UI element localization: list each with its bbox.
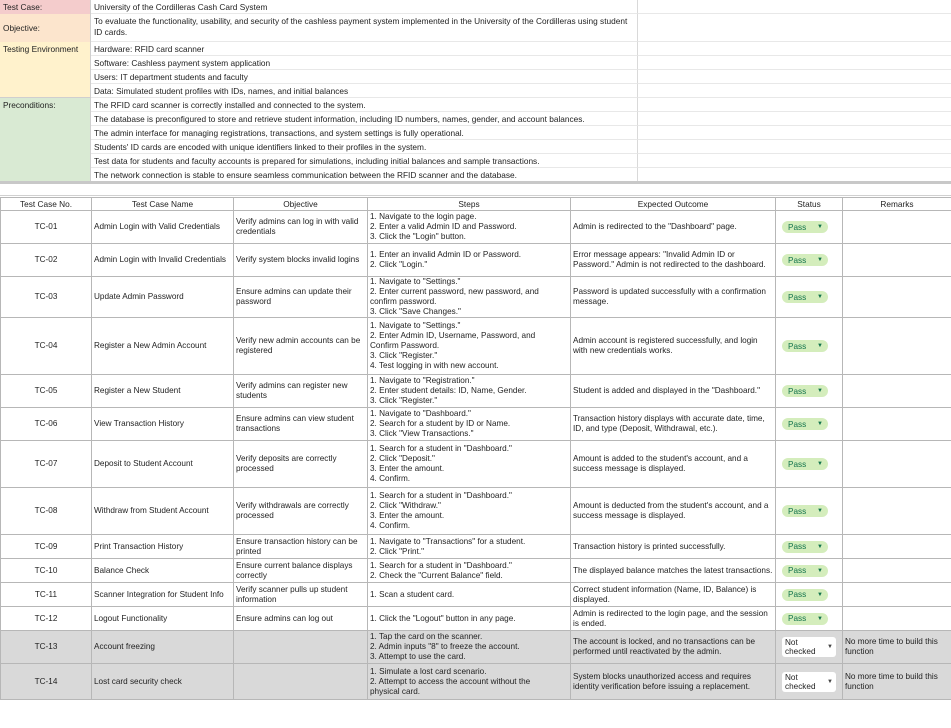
table-row bbox=[1, 211, 951, 244]
step-line: 2. Click "Print." bbox=[370, 546, 425, 556]
status-label: Pass bbox=[788, 222, 807, 232]
header-test-case-name[interactable]: Test Case Name bbox=[92, 198, 234, 211]
step-line: 3. Click "Register." bbox=[370, 396, 438, 405]
test-case-id-cell[interactable]: TC-01 bbox=[1, 211, 92, 244]
status-cell[interactable] bbox=[776, 375, 843, 408]
objective-value[interactable]: To evaluate the functionality, usability, and security of the cashless payment system implemented in the University of the Cordilleras using student ID cards. bbox=[91, 14, 638, 42]
remarks-cell[interactable] bbox=[843, 559, 951, 583]
test-case-id-cell[interactable]: TC-04 bbox=[1, 318, 92, 375]
test-case-id-cell[interactable]: TC-14 bbox=[1, 664, 92, 700]
expected-outcome-cell[interactable]: The account is locked, and no transactions can be performed until reactivated by the admin. bbox=[571, 631, 776, 664]
objective-cell[interactable]: Ensure transaction history can be printed bbox=[234, 535, 368, 559]
steps-cell[interactable] bbox=[368, 583, 571, 607]
expected-outcome-cell[interactable]: System blocks unauthorized access and requires identity verification before issuing a replacement. bbox=[571, 664, 776, 700]
objective-cell[interactable]: Verify withdrawals are correctly processed bbox=[234, 488, 368, 535]
empty-cells[interactable] bbox=[638, 0, 951, 14]
table-row bbox=[1, 664, 951, 700]
expected-outcome-cell[interactable]: Correct student information (Name, ID, Balance) is displayed. bbox=[571, 583, 776, 607]
test-case-id-cell[interactable]: TC-07 bbox=[1, 441, 92, 488]
test-case-id-cell[interactable]: TC-11 bbox=[1, 583, 92, 607]
empty-cells[interactable] bbox=[638, 112, 951, 126]
status-label: Not checked bbox=[785, 672, 816, 691]
precondition-value[interactable]: The network connection is stable to ensure seamless communication between the RFID scanner and the database. bbox=[91, 168, 638, 182]
status-dropdown[interactable] bbox=[782, 458, 828, 470]
dropdown-arrow-icon: ▼ bbox=[817, 591, 823, 598]
test-case-id-cell[interactable]: TC-05 bbox=[1, 375, 92, 408]
steps-cell[interactable] bbox=[368, 244, 571, 277]
remarks-cell[interactable] bbox=[843, 535, 951, 559]
test-case-name-cell[interactable]: View Transaction History bbox=[92, 408, 234, 441]
precondition-value[interactable]: Students' ID cards are encoded with unique identifiers linked to their profiles in the system. bbox=[91, 140, 638, 154]
dropdown-arrow-icon: ▼ bbox=[817, 421, 823, 427]
step-line: 1. Navigate to "Settings." bbox=[370, 321, 461, 330]
header-remarks[interactable]: Remarks bbox=[843, 198, 951, 211]
empty-cells[interactable] bbox=[638, 14, 951, 42]
test-case-name-cell[interactable]: Logout Functionality bbox=[92, 607, 234, 631]
remarks-cell[interactable] bbox=[843, 488, 951, 535]
remarks-cell[interactable] bbox=[843, 408, 951, 441]
objective-cell[interactable]: Verify new admin accounts can be registered bbox=[234, 318, 368, 375]
status-label: Pass bbox=[788, 459, 807, 469]
test-case-id-cell[interactable]: TC-02 bbox=[1, 244, 92, 277]
status-label: Not checked bbox=[785, 638, 816, 656]
objective-row bbox=[0, 14, 951, 42]
status-dropdown[interactable] bbox=[782, 672, 836, 692]
status-label: Pass bbox=[788, 566, 807, 575]
environment-label-cell[interactable] bbox=[0, 70, 91, 84]
step-line: 4. Confirm. bbox=[370, 521, 411, 530]
test-case-id-cell[interactable]: TC-09 bbox=[1, 535, 92, 559]
step-line: 4. Test logging in with new account. bbox=[370, 361, 499, 370]
step-line: 2. Click "Deposit." bbox=[370, 454, 435, 463]
step-line: 1. Navigate to "Settings." bbox=[370, 277, 461, 286]
test-case-name-cell[interactable]: Register a New Admin Account bbox=[92, 318, 234, 375]
environment-value[interactable]: Hardware: RFID card scanner bbox=[91, 42, 638, 56]
dropdown-arrow-icon: ▼ bbox=[817, 543, 823, 550]
test-case-name-cell[interactable]: Lost card security check bbox=[92, 664, 234, 700]
dropdown-arrow-icon: ▼ bbox=[827, 678, 833, 685]
objective-cell[interactable] bbox=[234, 664, 368, 700]
environment-label[interactable]: Testing Environment bbox=[0, 42, 91, 56]
expected-outcome-cell[interactable]: Transaction history displays with accurate date, time, ID, and type (Deposit, Withdrawal, etc.). bbox=[571, 408, 776, 441]
remarks-cell[interactable]: No more time to build this function bbox=[843, 664, 951, 700]
status-dropdown[interactable] bbox=[782, 505, 828, 517]
preconditions-label-cell[interactable] bbox=[0, 112, 91, 126]
status-cell[interactable] bbox=[776, 559, 843, 583]
dropdown-arrow-icon: ▼ bbox=[817, 343, 823, 349]
dropdown-arrow-icon: ▼ bbox=[817, 224, 823, 230]
step-line: 3. Click "Register." bbox=[370, 351, 438, 360]
step-line: 3. Click the "Login" button. bbox=[370, 232, 466, 241]
table-row bbox=[1, 488, 951, 535]
precondition-value[interactable]: The database is preconfigured to store and retrieve student information, including ID numbers, names, gender, and account balances. bbox=[91, 112, 638, 126]
status-cell[interactable] bbox=[776, 535, 843, 559]
objective-cell[interactable]: Ensure admins can log out bbox=[234, 607, 368, 631]
header-test-case-no[interactable]: Test Case No. bbox=[1, 198, 92, 211]
remarks-cell[interactable] bbox=[843, 318, 951, 375]
status-cell[interactable] bbox=[776, 607, 843, 631]
status-dropdown[interactable] bbox=[782, 613, 828, 625]
expected-outcome-cell[interactable]: The displayed balance matches the latest transactions. bbox=[571, 559, 776, 583]
test-case-name-cell[interactable]: Update Admin Password bbox=[92, 277, 234, 318]
step-line: 2. Attempt to access the account without the bbox=[370, 676, 531, 686]
empty-cells[interactable] bbox=[638, 140, 951, 154]
empty-cells[interactable] bbox=[638, 168, 951, 182]
preconditions-label-cell[interactable] bbox=[0, 168, 91, 182]
blank-row[interactable] bbox=[0, 184, 951, 196]
preconditions-group bbox=[0, 98, 951, 182]
status-dropdown[interactable] bbox=[782, 340, 828, 352]
environment-label-cell[interactable] bbox=[0, 56, 91, 70]
precondition-value[interactable]: The admin interface for managing registrations, transactions, and system settings is fully operational. bbox=[91, 126, 638, 140]
step-line: 1. Navigate to the login page. bbox=[370, 212, 477, 221]
remarks-cell[interactable] bbox=[843, 583, 951, 607]
remarks-cell[interactable] bbox=[843, 277, 951, 318]
test-case-name-cell[interactable]: Register a New Student bbox=[92, 375, 234, 408]
step-line: 1. Tap the card on the scanner. bbox=[370, 632, 483, 641]
objective-cell[interactable]: Ensure admins can update their password bbox=[234, 277, 368, 318]
test-case-value[interactable]: University of the Cordilleras Cash Card System bbox=[91, 0, 638, 14]
dropdown-arrow-icon: ▼ bbox=[817, 294, 823, 300]
status-dropdown[interactable] bbox=[782, 254, 828, 266]
test-case-name-cell[interactable]: Withdraw from Student Account bbox=[92, 488, 234, 535]
status-cell[interactable] bbox=[776, 318, 843, 375]
step-line: 1. Search for a student in "Dashboard." bbox=[370, 444, 512, 453]
status-cell[interactable] bbox=[776, 583, 843, 607]
step-line: Confirm Password. bbox=[370, 341, 440, 350]
dropdown-arrow-icon: ▼ bbox=[817, 257, 823, 263]
steps-cell[interactable] bbox=[368, 631, 571, 664]
test-case-id-cell[interactable]: TC-12 bbox=[1, 607, 92, 631]
table-row bbox=[1, 559, 951, 583]
dropdown-arrow-icon: ▼ bbox=[817, 388, 823, 394]
table-row bbox=[1, 441, 951, 488]
step-line: 1. Scan a student card. bbox=[370, 589, 455, 599]
test-case-id-cell[interactable]: TC-13 bbox=[1, 631, 92, 664]
status-dropdown[interactable] bbox=[782, 637, 836, 657]
dropdown-arrow-icon: ▼ bbox=[817, 567, 823, 574]
test-case-name-cell[interactable]: Admin Login with Invalid Credentials bbox=[92, 244, 234, 277]
step-line: 3. Click "View Transactions." bbox=[370, 429, 474, 438]
status-dropdown[interactable] bbox=[782, 291, 828, 303]
status-cell[interactable] bbox=[776, 631, 843, 664]
remarks-cell[interactable] bbox=[843, 211, 951, 244]
expected-outcome-cell[interactable]: Admin account is registered successfully, and login with new credentials works. bbox=[571, 318, 776, 375]
step-line: 1. Search for a student in "Dashboard." bbox=[370, 560, 512, 570]
step-line: 1. Search for a student in "Dashboard." bbox=[370, 491, 512, 500]
status-cell[interactable] bbox=[776, 441, 843, 488]
remarks-cell[interactable] bbox=[843, 607, 951, 631]
environment-group bbox=[0, 42, 951, 98]
empty-cells[interactable] bbox=[638, 70, 951, 84]
step-line: 2. Enter a valid Admin ID and Password. bbox=[370, 222, 517, 231]
status-dropdown[interactable] bbox=[782, 418, 828, 430]
step-line: 3. Click "Save Changes." bbox=[370, 307, 461, 316]
test-case-row bbox=[0, 0, 951, 14]
step-line: 1. Simulate a lost card scenario. bbox=[370, 666, 487, 676]
empty-cells[interactable] bbox=[638, 98, 951, 112]
status-dropdown[interactable] bbox=[782, 565, 828, 577]
preconditions-label-cell[interactable] bbox=[0, 126, 91, 140]
table-row bbox=[1, 244, 951, 277]
table-header-row bbox=[1, 198, 951, 211]
steps-cell[interactable] bbox=[368, 535, 571, 559]
expected-outcome-cell[interactable]: Admin is redirected to the "Dashboard" page. bbox=[571, 211, 776, 244]
step-line: confirm password. bbox=[370, 297, 437, 306]
expected-outcome-cell[interactable]: Amount is added to the student's account, and a success message is displayed. bbox=[571, 441, 776, 488]
expected-outcome-cell[interactable]: Admin is redirected to the login page, and the session is ended. bbox=[571, 607, 776, 631]
table-row bbox=[1, 375, 951, 408]
status-cell[interactable] bbox=[776, 211, 843, 244]
objective-cell[interactable]: Verify deposits are correctly processed bbox=[234, 441, 368, 488]
step-line: 1. Navigate to "Transactions" for a student. bbox=[370, 536, 526, 546]
environment-value[interactable]: Software: Cashless payment system application bbox=[91, 56, 638, 70]
expected-outcome-cell[interactable]: Student is added and displayed in the "Dashboard." bbox=[571, 375, 776, 408]
status-dropdown[interactable] bbox=[782, 385, 828, 397]
step-line: 2. Enter student details: ID, Name, Gender. bbox=[370, 386, 527, 395]
objective-cell[interactable]: Verify admins can register new students bbox=[234, 375, 368, 408]
step-line: 3. Attempt to use the card. bbox=[370, 652, 466, 661]
test-case-name-cell[interactable]: Scanner Integration for Student Info bbox=[92, 583, 234, 607]
test-case-table bbox=[0, 197, 951, 700]
status-label: Pass bbox=[788, 386, 807, 396]
expected-outcome-cell[interactable]: Error message appears: "Invalid Admin ID or Password." Admin is not redirected to the dashboard. bbox=[571, 244, 776, 277]
objective-cell[interactable]: Ensure current balance displays correctly bbox=[234, 559, 368, 583]
header-objective[interactable]: Objective bbox=[234, 198, 368, 211]
step-line: 1. Navigate to "Registration." bbox=[370, 376, 475, 385]
step-line: 1. Navigate to "Dashboard." bbox=[370, 409, 471, 418]
test-case-id-cell[interactable]: TC-06 bbox=[1, 408, 92, 441]
status-cell[interactable] bbox=[776, 277, 843, 318]
table-row bbox=[1, 408, 951, 441]
status-label: Pass bbox=[788, 542, 807, 551]
dropdown-arrow-icon: ▼ bbox=[817, 615, 823, 622]
objective-label[interactable]: Objective: bbox=[0, 14, 91, 42]
status-dropdown[interactable] bbox=[782, 221, 828, 233]
status-cell[interactable] bbox=[776, 244, 843, 277]
table-row bbox=[1, 318, 951, 375]
steps-cell[interactable] bbox=[368, 559, 571, 583]
step-line: 2. Enter current password, new password, and bbox=[370, 287, 539, 296]
steps-cell[interactable] bbox=[368, 375, 571, 408]
step-line: 1. Click the "Logout" button in any page. bbox=[370, 613, 516, 623]
remarks-cell[interactable] bbox=[843, 375, 951, 408]
empty-cells[interactable] bbox=[638, 84, 951, 98]
step-line: 3. Enter the amount. bbox=[370, 464, 445, 473]
dropdown-arrow-icon: ▼ bbox=[827, 644, 833, 650]
steps-cell[interactable] bbox=[368, 488, 571, 535]
step-line: 2. Click "Login." bbox=[370, 260, 428, 269]
table-row bbox=[1, 277, 951, 318]
test-case-id-cell[interactable]: TC-08 bbox=[1, 488, 92, 535]
objective-cell[interactable]: Verify system blocks invalid logins bbox=[234, 244, 368, 277]
step-line: 2. Check the "Current Balance" field. bbox=[370, 570, 503, 580]
test-case-id-cell[interactable]: TC-03 bbox=[1, 277, 92, 318]
objective-cell[interactable]: Ensure admins can view student transactions bbox=[234, 408, 368, 441]
header-expected-outcome[interactable]: Expected Outcome bbox=[571, 198, 776, 211]
test-case-name-cell[interactable]: Print Transaction History bbox=[92, 535, 234, 559]
dropdown-arrow-icon: ▼ bbox=[817, 461, 823, 467]
precondition-value[interactable]: Test data for students and faculty accounts is prepared for simulations, including initial balances and sample transactions. bbox=[91, 154, 638, 168]
status-cell[interactable] bbox=[776, 488, 843, 535]
environment-label-cell[interactable] bbox=[0, 84, 91, 98]
empty-cells[interactable] bbox=[638, 56, 951, 70]
status-label: Pass bbox=[788, 255, 807, 265]
status-label: Pass bbox=[788, 341, 807, 351]
steps-cell[interactable] bbox=[368, 441, 571, 488]
objective-cell[interactable] bbox=[234, 631, 368, 664]
status-cell[interactable] bbox=[776, 664, 843, 700]
info-block bbox=[0, 0, 951, 182]
table-row bbox=[1, 583, 951, 607]
empty-cells[interactable] bbox=[638, 126, 951, 140]
table-row bbox=[1, 631, 951, 664]
preconditions-label[interactable]: Preconditions: bbox=[0, 98, 91, 112]
status-label: Pass bbox=[788, 292, 807, 302]
test-case-label[interactable]: Test Case: bbox=[0, 0, 91, 14]
step-line: 2. Search for a student by ID or Name. bbox=[370, 419, 511, 428]
table-row bbox=[1, 535, 951, 559]
step-line: 2. Click "Withdraw." bbox=[370, 501, 441, 510]
steps-cell[interactable] bbox=[368, 318, 571, 375]
status-label: Pass bbox=[788, 506, 807, 516]
expected-outcome-cell[interactable]: Amount is deducted from the student's account, and a success message is displayed. bbox=[571, 488, 776, 535]
remarks-cell[interactable] bbox=[843, 244, 951, 277]
objective-cell[interactable]: Verify scanner pulls up student information bbox=[234, 583, 368, 607]
status-cell[interactable] bbox=[776, 408, 843, 441]
precondition-value[interactable]: The RFID card scanner is correctly installed and connected to the system. bbox=[91, 98, 638, 112]
step-line: 2. Admin inputs "8" to freeze the account. bbox=[370, 642, 520, 651]
objective-cell[interactable]: Verify admins can log in with valid credentials bbox=[234, 211, 368, 244]
empty-cells[interactable] bbox=[638, 154, 951, 168]
table-row bbox=[1, 607, 951, 631]
preconditions-label-cell[interactable] bbox=[0, 140, 91, 154]
step-line: physical card. bbox=[370, 686, 421, 696]
steps-cell[interactable] bbox=[368, 211, 571, 244]
status-dropdown[interactable] bbox=[782, 541, 828, 553]
test-case-name-cell[interactable]: Admin Login with Valid Credentials bbox=[92, 211, 234, 244]
steps-cell[interactable] bbox=[368, 277, 571, 318]
expected-outcome-cell[interactable]: Transaction history is printed successfully. bbox=[571, 535, 776, 559]
status-label: Pass bbox=[788, 590, 807, 599]
remarks-cell[interactable]: No more time to build this function bbox=[843, 631, 951, 664]
header-steps[interactable]: Steps bbox=[368, 198, 571, 211]
step-line: 4. Confirm. bbox=[370, 474, 411, 483]
steps-cell[interactable] bbox=[368, 607, 571, 631]
remarks-cell[interactable] bbox=[843, 441, 951, 488]
preconditions-label-cell[interactable] bbox=[0, 154, 91, 168]
steps-cell[interactable] bbox=[368, 408, 571, 441]
step-line: 3. Enter the amount. bbox=[370, 511, 445, 520]
steps-cell[interactable] bbox=[368, 664, 571, 700]
status-dropdown[interactable] bbox=[782, 589, 828, 601]
environment-value[interactable]: Users: IT department students and faculty bbox=[91, 70, 638, 84]
header-status[interactable]: Status bbox=[776, 198, 843, 211]
dropdown-arrow-icon: ▼ bbox=[817, 508, 823, 514]
test-case-name-cell[interactable]: Account freezing bbox=[92, 631, 234, 664]
test-case-id-cell[interactable]: TC-10 bbox=[1, 559, 92, 583]
step-line: 1. Enter an invalid Admin ID or Password. bbox=[370, 250, 522, 259]
test-case-name-cell[interactable]: Deposit to Student Account bbox=[92, 441, 234, 488]
test-case-name-cell[interactable]: Balance Check bbox=[92, 559, 234, 583]
empty-cells[interactable] bbox=[638, 42, 951, 56]
environment-value[interactable]: Data: Simulated student profiles with IDs, names, and initial balances bbox=[91, 84, 638, 98]
expected-outcome-cell[interactable]: Password is updated successfully with a confirmation message. bbox=[571, 277, 776, 318]
status-label: Pass bbox=[788, 419, 807, 429]
status-label: Pass bbox=[788, 614, 807, 623]
step-line: 2. Enter Admin ID, Username, Password, and bbox=[370, 331, 536, 340]
